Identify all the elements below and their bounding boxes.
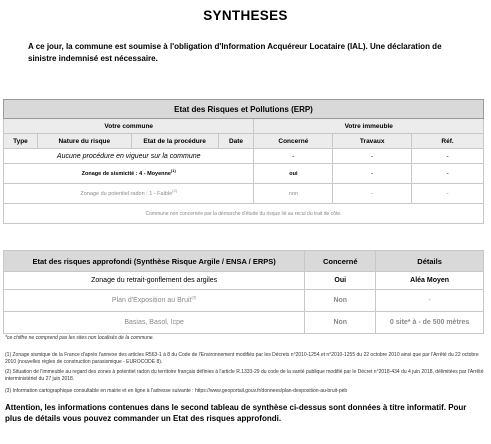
row-sismicite-text: [4, 164, 254, 184]
table-row: [4, 290, 484, 312]
table-row: [4, 164, 484, 184]
row-radon-travaux: -: [333, 184, 412, 204]
col-etat: Etat de la procédure: [131, 134, 218, 149]
ensa-title: Etat des risques approfondi (Synthèse Risque Argile / ENSA / ERPS): [4, 251, 305, 272]
row-radon-text: [4, 184, 254, 204]
ensa-row-label: [4, 272, 305, 290]
ensa-col-details: Détails: [376, 251, 484, 272]
row-sismicite-concerne: oui: [254, 164, 333, 184]
ensa-bruit-concerne: Non: [305, 290, 376, 312]
col-date: Date: [218, 134, 254, 149]
ensa-basias-details: 0 site* à - de 500 mètres: [376, 312, 484, 334]
col-type: Type: [4, 134, 38, 149]
table-row: [4, 312, 484, 334]
ensa-row-label: [4, 312, 305, 334]
votre-immeuble-header: Votre immeuble: [254, 119, 484, 134]
erp-title: Etat des Risques et Pollutions (ERP): [4, 100, 484, 119]
ensa-bruit-ref: (3): [191, 294, 197, 300]
sismicite-ref: (1): [170, 167, 176, 173]
col-concerne: Concerné: [254, 134, 333, 149]
col-nature: Nature du risque: [37, 134, 131, 149]
radon-label: Zonage du potentiel radon : 1 - Faible: [80, 190, 173, 197]
ensa-bruit-label: Plan d'Exposition au Bruit: [111, 297, 192, 304]
row-sismicite-ref: -: [412, 164, 484, 184]
row-radon-ref: -: [412, 184, 484, 204]
row-procedure-ref: -: [412, 149, 484, 164]
table-row: [4, 149, 484, 164]
ensa-argile-details: Aléa Moyen: [376, 272, 484, 290]
footnote-2: (2) Situation de l'immeuble au regard des zones à potentiel radon du territoire français définies à l'article R.1333-29 du code de la santé publique modifié par le Décret n°2018-434 du 4 juin 2018, délimitées par l'Arrêté interministériel du 27 juin 2018.: [5, 369, 484, 382]
row-procedure-travaux: -: [333, 149, 412, 164]
votre-commune-header: Votre commune: [4, 119, 254, 134]
radon-ref: (2): [172, 187, 178, 193]
erp-table: [3, 99, 484, 224]
row-procedure-text: Aucune procédure en vigueur sur la commune: [4, 149, 254, 164]
page-title: SYNTHESES: [203, 8, 288, 23]
ensa-argile-label: Zonage du retrait-gonflement des argiles: [91, 277, 218, 284]
row-radon-concerne: non: [254, 184, 333, 204]
col-ref: Réf.: [412, 134, 484, 149]
ensa-row-label: [4, 290, 305, 312]
ensa-bruit-details: -: [376, 290, 484, 312]
footnote-star: *ce chiffre ne comprend pas les sites non localisés de la commune.: [5, 335, 154, 341]
footnote-1: (1) Zonage sismique de la France d'après l'annexe des articles R563-1 à 8 du Code de l'Environnement modifiés par les Décrets n°2010-1254 et n°2010-1255 du 22 octobre 2010 ainsi que par l'Arrêté du 22 octobre 2010 (nouvelles règles de construction parasismique - EUROCODE 8).: [5, 352, 479, 365]
intro-paragraph: A ce jour, la commune est soumise à l'obligation d'Information Acquéreur Locataire (IAL). Une déclaration de sinistre indemnisé est nécessaire.: [28, 42, 442, 63]
col-travaux: Travaux: [333, 134, 412, 149]
footnote-3: (3) Information cartographique consultable en mairie et en ligne à l'adresse suivante : https://www.geoportail.gouv.fr/donnees/plan-dexposition-au-bruit-peb: [5, 388, 348, 394]
table-row: [4, 184, 484, 204]
warning-text: Attention, les informations contenues dans le second tableau de synthèse ci-dessus sont données à titre informatif. Pour plus de détails vous pouvez commander un Etat des risques approfondi.: [5, 403, 467, 423]
erp-note: Commune non concernée par la démarche d'étude du risque lié au recul du trait de côte.: [4, 204, 484, 224]
ensa-argile-concerne: Oui: [305, 272, 376, 290]
sismicite-label: Zonage de sismicité : 4 - Moyenne: [81, 170, 171, 177]
row-procedure-concerne: -: [254, 149, 333, 164]
ensa-basias-label: Basias, Basol, Icpe: [124, 319, 184, 326]
row-sismicite-travaux: -: [333, 164, 412, 184]
ensa-col-concerne: Concerné: [305, 251, 376, 272]
ensa-table: [3, 250, 484, 334]
table-row: [4, 272, 484, 290]
ensa-basias-concerne: Non: [305, 312, 376, 334]
